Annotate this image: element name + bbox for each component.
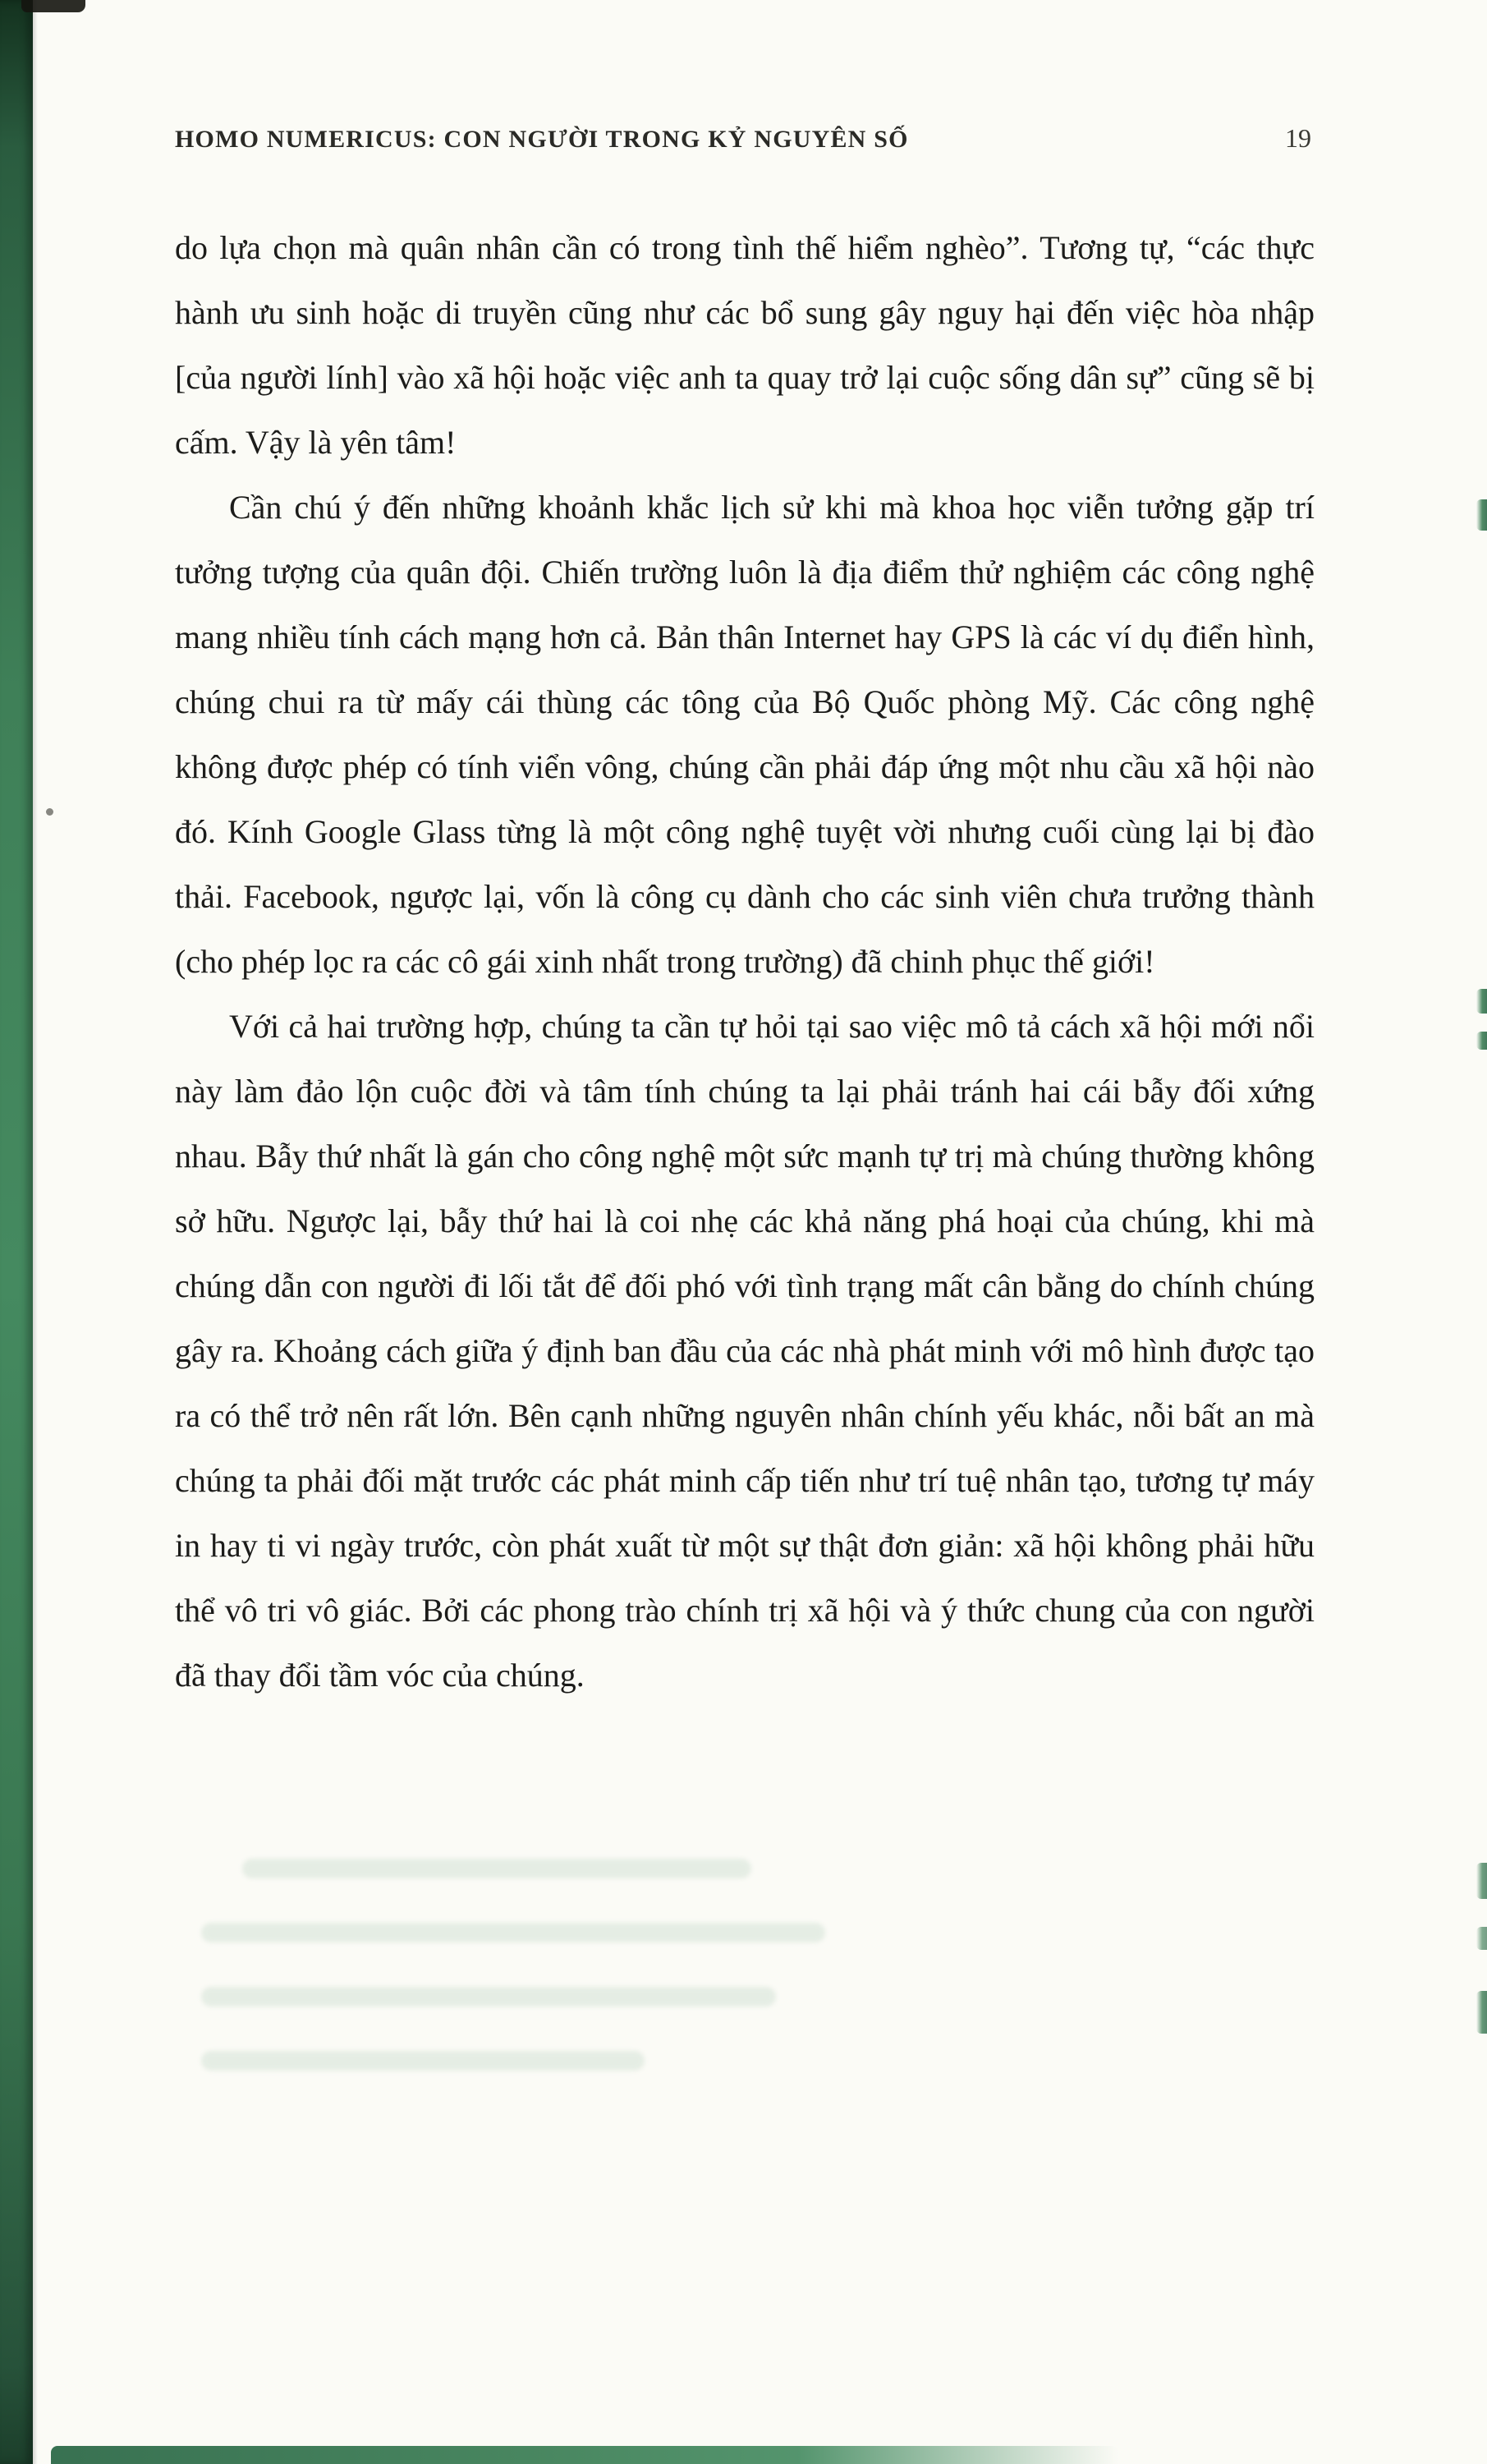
bottom-edge-green-strip [51, 2446, 1118, 2464]
page-number: 19 [1285, 123, 1311, 153]
right-edge-artifact [1476, 1032, 1487, 1050]
top-left-scan-mark [21, 0, 85, 12]
header-title: HOMO NUMERICUS: CON NGƯỜI TRONG KỶ NGUYÊN SỐ [175, 126, 909, 153]
body-text [175, 215, 1315, 1708]
right-edge-artifact [1476, 1927, 1487, 1950]
left-edge-green-strip [0, 0, 33, 2464]
bleed-through-line [201, 1923, 825, 1942]
bleed-through-line [201, 2051, 645, 2071]
margin-ink-dot [46, 808, 53, 816]
right-edge-artifact [1476, 989, 1487, 1014]
ink-bleed-through [193, 1852, 932, 2131]
bleed-through-line [201, 1987, 776, 2007]
paragraph: Cần chú ý đến những khoảnh khắc lịch sử khi mà khoa học viễn tưởng gặp trí tưởng tượng của quân đội. Chiến trường luôn là địa điểm thử nghiệm các công nghệ mang nhiều tính cách mạng hơn cả. Bản thân Internet hay GPS là các ví dụ điển hình, chúng chui ra từ mấy cái thùng các tông của Bộ Quốc phòng Mỹ. Các công nghệ không được phép có tính viển vông, chúng cần phải đáp ứng một nhu cầu xã hội nào đó. Kính Google Glass từng là một công nghệ tuyệt vời nhưng cuối cùng lại bị đào thải. Facebook, ngược lại, vốn là công cụ dành cho các sinh viên chưa trưởng thành (cho phép lọc ra các cô gái xinh nhất trong trường) đã chinh phục thế giới! [175, 489, 1315, 980]
right-edge-artifact [1476, 1863, 1487, 1899]
running-header [175, 123, 1316, 154]
right-edge-artifact [1476, 499, 1487, 531]
paragraph: do lựa chọn mà quân nhân cần có trong tình thế hiểm nghèo”. Tương tự, “các thực hành ưu sinh hoặc di truyền cũng như các bổ sung gây nguy hại đến việc hòa nhập [của người lính] vào xã hội hoặc việc anh ta quay trở lại cuộc sống dân sự” cũng sẽ bị cấm. Vậy là yên tâm! [175, 229, 1315, 461]
bleed-through-line [242, 1859, 751, 1878]
left-edge-shadow [33, 0, 38, 2464]
right-edge-artifact [1476, 1991, 1487, 2034]
paragraph: Với cả hai trường hợp, chúng ta cần tự hỏi tại sao việc mô tả cách xã hội mới nổi này làm đảo lộn cuộc đời và tâm tính chúng ta lại phải tránh hai cái bẫy đối xứng nhau. Bẫy thứ nhất là gán cho công nghệ một sức mạnh tự trị mà chúng thường không sở hữu. Ngược lại, bẫy thứ hai là coi nhẹ các khả năng phá hoại của chúng, khi mà chúng dẫn con người đi lối tắt để đối phó với tình trạng mất cân bằng do chính chúng gây ra. Khoảng cách giữa ý định ban đầu của các nhà phát minh với mô hình được tạo ra có thể trở nên rất lớn. Bên cạnh những nguyên nhân chính yếu khác, nỗi bất an mà chúng ta phải đối mặt trước các phát minh cấp tiến như trí tuệ nhân tạo, tương tự máy in hay ti vi ngày trước, còn phát xuất từ một sự thật đơn giản: xã hội không phải hữu thể vô tri vô giác. Bởi các phong trào chính trị xã hội và ý thức chung của con người đã thay đổi tầm vóc của chúng. [175, 1008, 1315, 1694]
